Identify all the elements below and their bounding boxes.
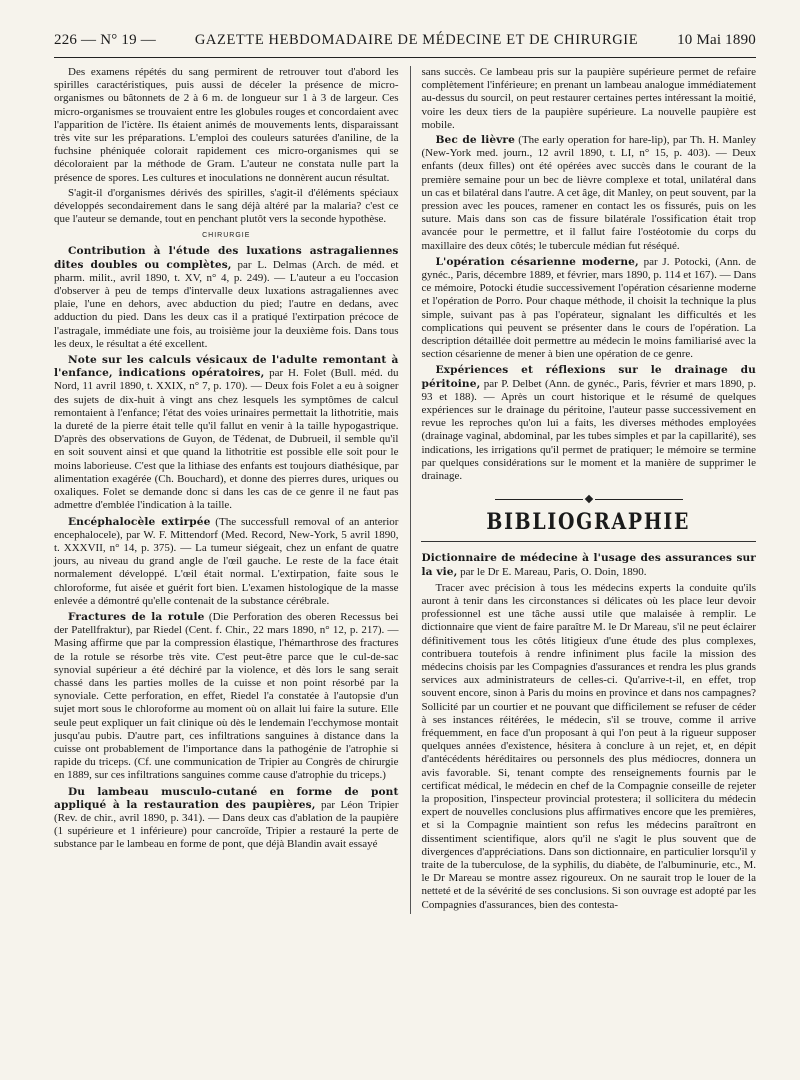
journal-title: GAZETTE HEBDOMADAIRE DE MÉDECINE ET DE CHIRURGIE: [194, 32, 639, 48]
bibliographie-rule: [421, 541, 756, 542]
section-label-chirurgie: CHIRURGIE: [202, 232, 251, 240]
article-text: par P. Delbet (Ann. de gynéc., Paris, février et mars 1890, p. 93 et 188). — Après un court historique et le résumé de quelques expériences sur le drainage du péritoine, l'auteur passe successivement en revue les reproches qu'on lui a faits, les diverses méthodes employées (drainage vaginal, abdominal, par les tubes simples et par la capillarité), ses indications, les irrigations qu'il permet de pratiquer; le mémoire se termine par quelques considérations sur le moment et la manière de supprimer le drainage.: [421, 377, 756, 483]
article-title: Contribution à l'étude des luxations astragaliennes dites doubles ou complètes,: [54, 245, 399, 271]
continued-paragraph: sans succès. Ce lambeau pris sur la paupière supérieure permet de refaire complètement l'inférieure; en prenant un lambeau analogue immédiatement au-dessus du sourcil, on peut restaurer certaines pertes intéressant la moitié, voire les deux tiers de la paupière supérieure. La nouvelle paupière est mobile.: [421, 66, 756, 131]
diamond-ornament-icon: [584, 495, 592, 503]
article-title: Fractures de la rotule: [68, 610, 205, 623]
article-text: par L. Delmas (Arch. de méd. et pharm. milit., avril 1890, t. XV, n° 4, p. 249). — L'auteur a eu l'occasion d'observer à peu de temps d'intervalle deux luxations astragaliennes avec plaie, l'une en dehors, avec abduction du pied; l'autre en dedans, avec adduction du pied. Dans les deux cas il a pratiqué l'extirpation précoce de l'astragale, immédiate une fois, au troisième jour la deuxième fois. Dans tous les deux, le résultat a été excellent.: [54, 258, 399, 350]
review-dictionnaire: [421, 552, 756, 578]
issue-date: 10 Mai 1890: [677, 32, 756, 48]
article-encephalocele: [54, 516, 398, 608]
article-title: Du lambeau musculo-cutané en forme de pont appliqué à la restauration des paupières,: [54, 785, 399, 811]
two-column-body: [54, 66, 756, 914]
bibliographie-section-header: [421, 493, 756, 542]
ornament-divider: [421, 493, 756, 505]
intro-paragraph-2: S'agit-il d'organismes dérivés des spirilles, s'agit-il d'éléments spéciaux développés secondairement dans le sang déjà altéré par la malaria? c'est ce que l'auteur se demande, tout en penchant plutôt vers la seconde hypothèse.: [54, 186, 399, 226]
article-text: par H. Folet (Bull. méd. du Nord, 11 avril 1890, t. XXIX, n° 7, p. 170). — Deux fois Folet a eu à soigner des sujets de dix-huit à vingt ans chez lesquels les symptômes de calcul remontaient à l'enfance; l'état des voies urinaires permettait la lithotritie, mais la dureté de la pierre était telle qu'il fallut en venir à la taille hypogastrique. D'après des observations de Guyon, de Tédenat, de Dubrueil, il semble qu'il en soit souvent ainsi et que quand la lithotritie est possible elle soit pour le moins laborieuse. C'est que la lithiase des enfants est toujours diathésique, par alimentation exagérée (Ch. Bouchard), et donne des pierres dures, uriques ou oxaliques. Folet se demande donc si dans les cas de ce genre il ne faut pas admettre d'emblée l'indication à la taille.: [54, 367, 399, 512]
review-citation: par le Dr E. Mareau, Paris, O. Doin, 1890.: [457, 565, 647, 578]
page-number: 226 — N° 19 —: [54, 32, 156, 48]
article-rotule: [54, 611, 398, 783]
right-column: [410, 66, 756, 914]
review-title: Dictionnaire de médecine à l'usage des assurances sur la vie,: [421, 552, 756, 578]
article-title: Encéphalocèle extirpée: [68, 515, 211, 528]
article-text: (The successfull removal of an anterior encephalocele), par W. F. Mittendorf (Med. Record, New-York, 5 avril 1890, t. XXXVII, n° 14, p. 375). — La tumeur siégeait, chez un enfant de quatre jours, au niveau du grand angle de l'œil gauche. Le reste de la face était normalement développé. L'œil était normal. L'extirpation, faite sous le chloroforme, fut aisée et guérit fort bien. L'examen histologique de la masse enlevée a démontré qu'elle contenait de la substance cérébrale.: [54, 515, 399, 607]
article-calculs: [54, 354, 398, 512]
article-cesarienne: [421, 256, 756, 362]
article-text: (The early operation for hare-lip), par Th. H. Manley (New-York med. journ., 12 avril 1890, t. LI, n° 15, p. 403). — Deux enfants (deux filles) ont été opérées avec succès dans le courant de la première semaine pour un bec de lièvre complexe et total, unilatéral dans un cas et bilatéral dans l'autre. A cet âge, dit Manley, on peut souvent, par la pression avec les pouces, ramener en contact les os fissurés, puis on les suture. Mais dans son cas de fissure bilatérale l'ossification était trop avancée pour le permettre, et il fallut faire l'ostéotomie du corps du maxillaire des deux côtés; le tubercule médian fut réséqué.: [421, 134, 757, 252]
article-title: Bec de lièvre: [435, 134, 515, 147]
article-bec-de-lievre: [421, 134, 756, 253]
article-lambeau: [54, 786, 398, 852]
article-text: par J. Potocki, (Ann. de gynéc., Paris, décembre 1889, et février, mars 1890, p. 114 et 167). — Dans ce mémoire, Potocki étudie successivement l'opération césarienne moderne et l'opération de Porro. Pour chaque méthode, il choisit la technique la plus simple, suivant pas à pas l'opérateur, signalant les difficultés et les complications qui peuvent se présenter dans le cours de l'opération. La description détaillée doit permettre au médecin le moins familiarisé avec la section césarienne de mener à bien une opération de ce genre.: [421, 255, 756, 361]
review-body: Tracer avec précision à tous les médecins experts la conduite qu'ils auront à tenir dans les circonstances si délicates où les place leur devoir professionnel est une tâche aussi utile que malaisée à remplir. Le dictionnaire que vient de faire paraître M. le Dr Mareau, s'il ne peut éclairer définitivement tous les côtés litigieux d'une étude des plus complexes, contribuera toutefois à rendre infiniment plus facile la mission des médecins choisis par les Compagnies d'assurances et rendra les plus grands services aux administrateurs de celles-ci. Qu'arrive-t-il, en effet, trop souvent encore, sinon à Paris du moins en province et dans nos campagnes? Sollicité par un courtier et ne pouvant que difficilement se refuser de céder à ses instances réitérées, le médecin, s'il se trouve, comme il arrive fréquemment, en face d'un proposant à qui l'on peut à la rigueur supposer quelques années d'existence, hésitera à conclure à un rejet, et, en dépit d'antécédents héréditaires ou personnels des plus médiocres, donnera un avis favorable. Si, tenant compte des renseignements fournis par le certificat médical, le médecin en chef de la Compagnie conseille de rejeter la proposition, l'inspecteur provincial protestera; il sollicitera du médecin expert de nouvelles conclusions plus affirmatives encore que les premières, et si la Compagnie maintient son refus les médecins paraîtront en dissentiment scientifique, alors qu'il ne s'agit le plus souvent que de divergences d'appréciations. Dans son dictionnaire, en particulier lorsqu'il y traite de la tuberculose, de la syphilis, du diabète, de l'albuminurie, etc., M. le Dr Mareau se montre assez rigoureux. On ne saurait trop le louer de la netteté et de la sévérité de ses conclusions. Si son ouvrage est adopté par les Compagnies d'assurances, bien des contesta-: [421, 581, 756, 911]
header-rule: [54, 57, 756, 58]
left-column: [54, 66, 398, 914]
running-header: [54, 32, 756, 53]
article-text: (Die Perforation des oberen Recessus bei der Patellfraktur), par Riedel (Cent. f. Chir., 22 mars 1890, n° 12, p. 217). — Masing affirme que par la compression élastique, l'hémarthrose des fractures de la rotule se résorbe très vite. C'est peut-être parce que le cul-de-sac synovial supérieur a été déchiré par la violence, et dès lors le sang serait chassé dans les parties molles de la cuisse et non point résorbé par la synoviale. Cette perforation, en effet, Riedel l'a constatée à l'autopsie d'un sujet mort sous le chloroforme au moment où on allait lui faire la suture. Elle seule peut expliquer un fait clinique où dès le lendemain l'ecchymose montait jusqu'au pubis. D'autre part, ces infiltrations sanguines à distance dans la cuisse ont probablement de l'importance dans la pathogénie de l'atrophie si rapide du triceps. (Cf. une communication de Tripier au Congrès de chirurgie en 1889, sur ces infiltrations sanguines comme cause d'atrophie du triceps.): [54, 610, 399, 782]
article-luxations: [54, 245, 398, 351]
bibliographie-heading: BIBLIOGRAPHIE: [486, 509, 691, 536]
intro-paragraph-1: Des examens répétés du sang permirent de retrouver tout d'abord les spirilles caractéristiques, puis aussi de déceler la présence de micro-organismes ou bâtonnets de 2 à 6 m. de longueur sur 1 à 3 de largeur. Ces micro-organismes se trouvaient entre les globules rouges et concordaient avec l'apparition de l'ictère. Ils étaient animés de mouvements lents, disparaissant très vite sur les préparations. L'emploi des couleurs saturées d'aniline, de la fuchsine phéniquée colorait rapidement ces micro-organismes qui se décoloraient par la méthode de Gram. L'auteur ne constata nulle part la présence de spores. Les cultures et inoculations ne donnèrent aucun résultat.: [54, 66, 399, 184]
article-text: par Léon Tripier (Rev. de chir., avril 1890, p. 341). — Dans deux cas d'ablation de la paupière (1 supérieure et 1 inférieure) pour cancroïde, Tripier a restauré la perte de substance par le lambeau en forme de pont, que déjà Blandin avait essayé: [54, 798, 399, 851]
article-title: L'opération césarienne moderne,: [435, 255, 639, 268]
article-drainage: [421, 364, 756, 483]
article-title: Note sur les calculs vésicaux de l'adulte remontant à l'enfance, indications opératoires,: [54, 354, 399, 380]
article-title: Expériences et réflexions sur le drainage du péritoine,: [421, 364, 756, 390]
